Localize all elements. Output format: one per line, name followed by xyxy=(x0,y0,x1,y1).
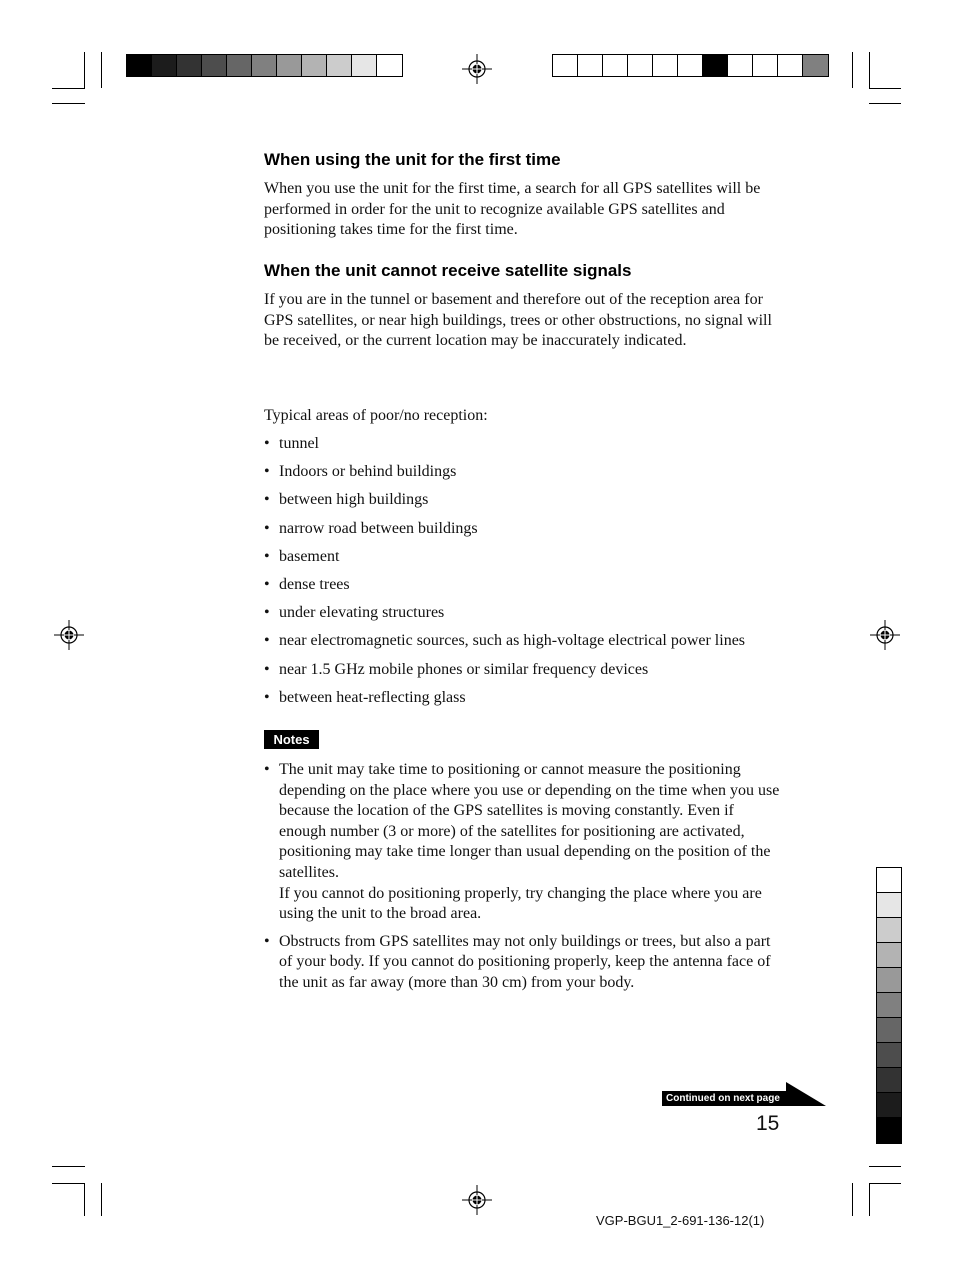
continued-on-next-page: Continued on next page xyxy=(662,1091,788,1106)
color-swatch xyxy=(177,55,202,76)
crop-mark xyxy=(869,1183,901,1184)
list-item: • between high buildings xyxy=(264,490,794,511)
color-swatch xyxy=(377,55,402,76)
color-swatch xyxy=(578,55,603,76)
color-swatch xyxy=(277,55,302,76)
color-swatch xyxy=(678,55,703,76)
color-swatch xyxy=(553,55,578,76)
color-swatch xyxy=(877,868,901,893)
crop-mark xyxy=(869,1183,870,1216)
crop-mark xyxy=(869,52,870,88)
list-intro: Typical areas of poor/no reception: xyxy=(264,407,488,424)
page-number: 15 xyxy=(756,1112,780,1135)
color-swatch xyxy=(628,55,653,76)
crop-mark xyxy=(869,88,901,89)
grayscale-color-bar xyxy=(126,54,403,77)
color-swatch xyxy=(302,55,327,76)
crop-mark xyxy=(101,52,102,88)
registration-target-icon xyxy=(462,1185,492,1215)
side-grayscale-color-bar xyxy=(876,867,902,1144)
list-item: • under elevating structures xyxy=(264,603,794,624)
note-text: The unit may take time to positioning or cannot measure the positioning depending on the place where you use or depending on the time when you use because the location of the GPS satellites is moving constantly. Even if enough number (3 or more) of the satellites for positioning are activated, positioning may take time longer than usual depending on the position of the satellites. xyxy=(279,761,780,881)
notes-list xyxy=(264,760,784,1001)
registration-target-icon xyxy=(870,620,900,650)
registration-target-icon xyxy=(54,620,84,650)
notes-label: Notes xyxy=(264,730,319,749)
color-swatch xyxy=(778,55,803,76)
crop-mark xyxy=(852,1183,853,1216)
crop-mark xyxy=(52,1183,85,1184)
list-item: • basement xyxy=(264,547,794,568)
note-item xyxy=(264,760,784,925)
list-item: • Indoors or behind buildings xyxy=(264,462,794,483)
color-swatch xyxy=(877,918,901,943)
section-heading-no-signal: When the unit cannot receive satellite signals xyxy=(264,261,632,280)
color-swatch xyxy=(877,1093,901,1118)
crop-mark xyxy=(52,88,85,89)
list-item: • near 1.5 GHz mobile phones or similar frequency devices xyxy=(264,660,794,681)
color-swatch xyxy=(877,1018,901,1043)
color-swatch xyxy=(227,55,252,76)
section-body-first-time: When you use the unit for the first time, a search for all GPS satellites will be performed in order for the unit to recognize available GPS satellites and positioning takes time for the first time. xyxy=(264,180,761,239)
pattern-color-bar xyxy=(552,54,829,77)
color-swatch xyxy=(877,893,901,918)
list-item: • narrow road between buildings xyxy=(264,519,794,540)
crop-mark xyxy=(101,1183,102,1216)
color-swatch xyxy=(152,55,177,76)
color-swatch xyxy=(202,55,227,76)
crop-mark xyxy=(84,1183,85,1216)
color-swatch xyxy=(728,55,753,76)
continued-arrow-icon xyxy=(786,1082,828,1108)
color-swatch xyxy=(877,968,901,993)
crop-mark xyxy=(52,103,85,104)
color-swatch xyxy=(252,55,277,76)
color-swatch xyxy=(877,993,901,1018)
crop-mark xyxy=(869,1166,901,1167)
note-item xyxy=(264,932,784,994)
list-item: • between heat-reflecting glass xyxy=(264,688,794,709)
crop-mark xyxy=(852,52,853,88)
color-swatch xyxy=(803,55,828,76)
registration-target-icon xyxy=(462,54,492,84)
list-item: • tunnel xyxy=(264,434,794,455)
crop-mark xyxy=(869,103,901,104)
color-swatch xyxy=(877,943,901,968)
note-text: Obstructs from GPS satellites may not only buildings or trees, but also a part of your body. If you cannot do positioning properly, keep the antenna face of the unit as far away (more than 30 cm) from your body. xyxy=(279,932,771,991)
color-swatch xyxy=(127,55,152,76)
crop-mark xyxy=(84,52,85,88)
color-swatch xyxy=(327,55,352,76)
color-swatch xyxy=(653,55,678,76)
section-heading-first-time: When using the unit for the first time xyxy=(264,150,561,169)
color-swatch xyxy=(352,55,377,76)
section-body-no-signal: If you are in the tunnel or basement and therefore out of the reception area for GPS satellites, or near high buildings, trees or other obstructions, no signal will be received, or the current location may be inaccurately indicated. xyxy=(264,291,772,350)
color-swatch xyxy=(753,55,778,76)
list-item: • dense trees xyxy=(264,575,794,596)
color-swatch xyxy=(603,55,628,76)
color-swatch xyxy=(877,1118,901,1143)
list-item: • near electromagnetic sources, such as high-voltage electrical power lines xyxy=(264,631,794,652)
note-extra-text: If you cannot do positioning properly, try changing the place where you are using the unit to the broad area. xyxy=(279,884,762,923)
color-swatch xyxy=(877,1043,901,1068)
color-swatch xyxy=(703,55,728,76)
document-code: VGP-BGU1_2-691-136-12(1) xyxy=(596,1213,765,1228)
crop-mark xyxy=(52,1166,85,1167)
poor-reception-list xyxy=(264,434,794,716)
color-swatch xyxy=(877,1068,901,1093)
